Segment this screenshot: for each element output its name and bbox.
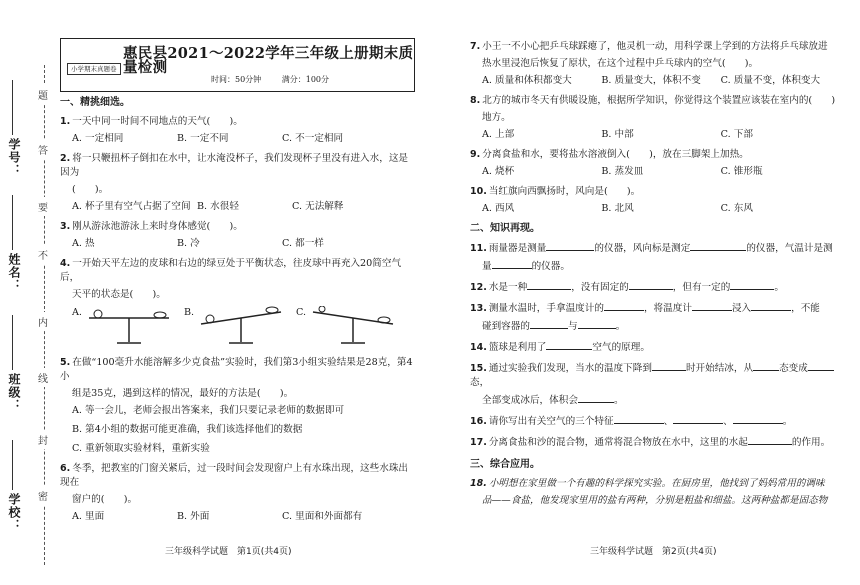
- option[interactable]: B. 北风: [601, 203, 634, 214]
- question-8-cont: 地方。: [482, 112, 511, 123]
- question-7-cont: 热水里浸泡后恢复了原状，在这个过程中乒乓球内的空气( )。: [482, 58, 759, 69]
- question-5: 5. 在做“100毫升水能溶解多少克食盐”实验时，我们第3小组实验结果是28克，第4小: [60, 357, 413, 382]
- seal-char: 要: [38, 197, 48, 216]
- option[interactable]: A. 上部: [482, 129, 515, 140]
- answer-blank[interactable]: [578, 319, 616, 329]
- question-8-options: [470, 128, 840, 142]
- question-9: 9. 分离食盐和水，要将盐水溶液倒入( )，放在三脚架上加热。: [470, 149, 749, 160]
- answer-blank[interactable]: [527, 280, 571, 290]
- balance-option-b[interactable]: B.: [184, 306, 296, 348]
- option[interactable]: A. 烧杯: [482, 166, 515, 177]
- field-line: [12, 440, 13, 490]
- answer-blank[interactable]: [808, 361, 834, 371]
- question-18-cont: 品——食盐，他发现家里用的盐有两种，分别是粗盐和细盐。这两种盐都是固态物: [482, 495, 828, 506]
- seal-char: 答: [38, 140, 48, 159]
- question-10-options: [470, 202, 840, 216]
- option[interactable]: C. 里面和外面都有: [282, 511, 363, 522]
- balance-tilt-left-icon: [308, 306, 403, 346]
- option[interactable]: C. 无法解释: [292, 201, 344, 212]
- section-heading: 二、知识再现。: [470, 223, 540, 234]
- paper-badge: 小学期末真题卷: [67, 63, 121, 75]
- question-8: 8. 北方的城市冬天有供暖设施，根据所学知识，你觉得这个装置应该装在室内的( ): [470, 95, 836, 106]
- question-15-cont: 全部变成冰后，体积会 。: [482, 395, 624, 406]
- left-page: [60, 38, 415, 530]
- seal-char: 密: [38, 486, 48, 505]
- option[interactable]: B. 冷: [177, 238, 200, 249]
- question-12: 12. 水是一种 ，没有固定的 ，但有一定的 。: [470, 282, 784, 293]
- question-2-cont: ( )。: [72, 184, 109, 195]
- answer-blank[interactable]: [604, 301, 644, 311]
- exam-time: 时间：50分钟: [211, 75, 262, 84]
- field-line: [12, 315, 13, 370]
- option[interactable]: C. 不一定相同: [282, 133, 344, 144]
- binding-margin: [0, 0, 60, 585]
- question-17: 17. 分离食盐和沙的混合物，通常将混合物放在水中，这里的水起 的作用。: [470, 437, 831, 448]
- answer-blank[interactable]: [546, 241, 594, 251]
- question-4: 4. 一开始天平左边的皮球和右边的绿豆处于平衡状态，往皮球中再充入20简空气后，: [60, 258, 402, 283]
- option[interactable]: B. 中部: [601, 129, 634, 140]
- answer-blank[interactable]: [673, 414, 723, 424]
- class-label: 班级：: [7, 373, 21, 412]
- option[interactable]: A. 西风: [482, 203, 515, 214]
- section-heading: 三、综合应用。: [470, 459, 540, 470]
- option[interactable]: A. 等一会儿，老师会报出答案来，我们只要记录老师的数据即可: [72, 405, 345, 416]
- question-1: 1. 一天中同一时间不同地点的天气( )。: [60, 116, 243, 127]
- question-9-options: [470, 165, 840, 179]
- option[interactable]: C. 下部: [720, 129, 753, 140]
- option[interactable]: B. 水很轻: [197, 201, 239, 212]
- name-label: 姓名：: [7, 253, 21, 292]
- question-5-options: [60, 404, 415, 456]
- option[interactable]: C. 东风: [720, 203, 753, 214]
- question-7-options: [470, 74, 840, 88]
- option[interactable]: A. 热: [72, 238, 95, 249]
- option[interactable]: B. 外面: [177, 511, 210, 522]
- school-label: 学校：: [7, 493, 21, 532]
- answer-blank[interactable]: [751, 301, 791, 311]
- question-2-options: [60, 200, 415, 214]
- student-id-label: 学号：: [7, 138, 21, 177]
- balance-option-a[interactable]: A.: [72, 306, 184, 348]
- right-page: [470, 40, 840, 511]
- question-4-cont: 天平的状态是( )。: [72, 289, 166, 300]
- question-3-options: [60, 237, 415, 251]
- seal-char: 不: [38, 245, 48, 264]
- question-6-cont: 窗户的( )。: [72, 494, 138, 505]
- option[interactable]: A. 里面: [72, 511, 105, 522]
- question-13: 13. 测量水温时，手拿温度计的 ，将温度计 浸入 ，不能: [470, 303, 820, 314]
- answer-blank[interactable]: [733, 414, 783, 424]
- section-heading: 一、精挑细选。: [60, 97, 130, 108]
- left-page-footer: 三年级科学试题 第1页(共4页): [165, 547, 292, 557]
- right-page-footer: 三年级科学试题 第2页(共4页): [590, 547, 717, 557]
- option[interactable]: C. 重新领取实验材料，重新实验: [72, 443, 210, 454]
- balance-option-c[interactable]: C.: [296, 306, 408, 348]
- answer-blank[interactable]: [690, 241, 746, 251]
- question-3: 3. 刚从游泳池游泳上来时身体感觉( )。: [60, 221, 243, 232]
- question-11: 11. 雨量器是测量 的仪器，风向标是测定 的仪器，气温计是测: [470, 243, 833, 254]
- exam-score: 满分：100分: [281, 75, 330, 84]
- option[interactable]: B. 质量变大，体积不变: [601, 75, 701, 86]
- question-16: 16. 请你写出有关空气的三个特征 、 、 。: [470, 416, 793, 427]
- seal-char: 线: [38, 368, 48, 387]
- question-1-options: [60, 132, 415, 146]
- question-18: 18. 小明想在家里做一个有趣的科学探究实验。在厨房里，他找到了妈妈常用的调味: [470, 478, 825, 489]
- question-7: 7. 小王一不小心把乒乓球踩瘪了，他灵机一动，用科学课上学到的方法将乒乓球放进: [470, 41, 828, 52]
- balance-level-icon: [84, 306, 179, 346]
- option[interactable]: A. 质量和体积都变大: [482, 75, 572, 86]
- option[interactable]: C. 质量不变，体积变大: [720, 75, 821, 86]
- option[interactable]: A. 杯子里有空气占据了空间: [72, 201, 191, 212]
- question-2: 2. 将一只鞭扭杯子倒扣在水中，让水淹没杯子，我们发现杯子里没有进入水，这是因为: [60, 153, 409, 178]
- answer-blank[interactable]: [546, 340, 592, 350]
- answer-blank[interactable]: [692, 301, 732, 311]
- question-13-cont: 碰到容器的 与 。: [482, 321, 626, 332]
- seal-char: 封: [38, 430, 48, 449]
- seal-char: 内: [38, 312, 48, 331]
- answer-blank[interactable]: [652, 361, 686, 371]
- answer-blank[interactable]: [614, 414, 664, 424]
- option[interactable]: B. 一定不同: [177, 133, 229, 144]
- field-line: [12, 80, 13, 135]
- field-line: [12, 195, 13, 250]
- answer-blank[interactable]: [578, 393, 614, 403]
- exam-title: 惠民县2021～2022学年三年级上册期末质量检测: [123, 45, 414, 76]
- question-15: 15. 通过实验我们发现，当水的温度下降到 时开始结冰，从 态变成态，: [470, 361, 840, 390]
- answer-blank[interactable]: [530, 319, 568, 329]
- balance-tilt-right-icon: [196, 306, 291, 346]
- question-14: 14. 篮球是利用了 空气的原理。: [470, 342, 650, 353]
- option[interactable]: C. 都一样: [282, 238, 324, 249]
- question-6: 6. 冬季，把教室的门窗关紧后，过一段时间会发现窗户上有水珠出现，这些水珠出现在: [60, 463, 409, 488]
- question-10: 10. 当红旗向西飘扬时，风向是( )。: [470, 186, 641, 197]
- option[interactable]: B. 第4小组的数据可能更准确，我们该选择他们的数据: [72, 424, 303, 435]
- answer-blank[interactable]: [748, 435, 792, 445]
- question-6-options: [60, 510, 415, 524]
- option[interactable]: B. 蒸发皿: [601, 166, 644, 177]
- option[interactable]: C. 锥形瓶: [720, 166, 763, 177]
- question-5-cont: 组是35克，遇到这样的情况，最好的方法是( )。: [72, 388, 294, 399]
- question-11-cont: 量 的仪器。: [482, 261, 570, 272]
- exam-meta: [211, 73, 347, 87]
- answer-blank[interactable]: [753, 361, 779, 371]
- answer-blank[interactable]: [492, 259, 532, 269]
- exam-header: [60, 38, 415, 92]
- question-4-options: [60, 306, 415, 348]
- answer-blank[interactable]: [629, 280, 673, 290]
- seal-char: 题: [38, 85, 48, 104]
- answer-blank[interactable]: [730, 280, 774, 290]
- option[interactable]: A. 一定相同: [72, 133, 124, 144]
